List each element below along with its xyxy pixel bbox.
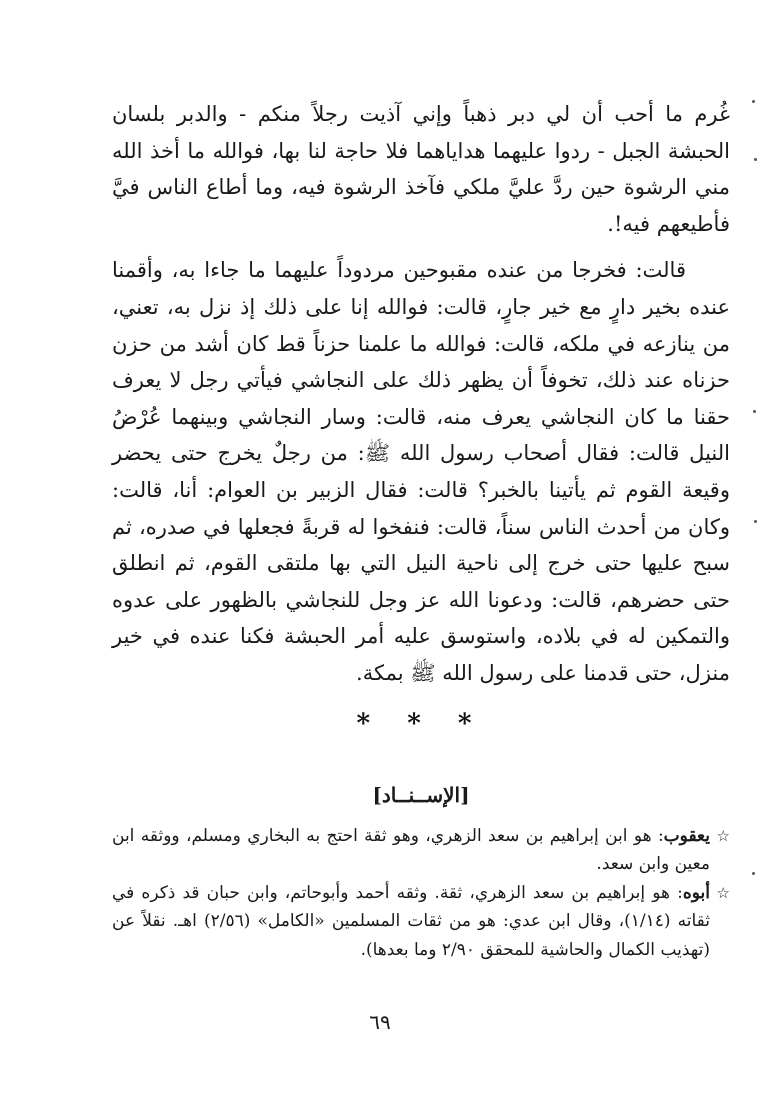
margin-dot: [754, 520, 757, 523]
section-separator: * * *: [356, 708, 486, 739]
margin-dot: [752, 100, 755, 103]
book-page: [112, 96, 730, 964]
isnad-notes: [112, 822, 730, 965]
note-text: : هو إبراهيم بن سعد الزهري، ثقة. وثقه أحمد وأبوحاتم، وابن حبان قد ذكره في ثقاته (١/١٤)، وقال ابن عدي: هو من ثقات المسلمين «الكامل» (٢/٥٦) اهـ. نقلاً عن (تهذيب الكمال والحاشية للمحقق ٢/٩٠ وما بعدها).: [112, 882, 711, 960]
main-text: [112, 96, 730, 692]
margin-dot: [753, 410, 756, 413]
margin-dot: [754, 158, 757, 161]
page-number: ٦٩: [369, 1010, 391, 1034]
isnad-title: [الإســنــاد]: [372, 782, 470, 807]
note-label: أبوه: [682, 882, 710, 903]
paragraph-1: غُرم ما أحب أن لي دبر ذهباً وإني آذيت رجلاً منكم - والدبر بلسان الحبشة الجبل - ردوا عليهما هداياهما فلا حاجة لنا بها، فوالله ما أخذ الله مني الرشوة حين ردَّ عليَّ ملكي فآخذ الرشوة فيه، وما أطاع الناس فيَّ فأطيعهم فيه!.: [112, 102, 730, 236]
note-text: : هو ابن إبراهيم بن سعد الزهري، وهو ثقة احتج به البخاري ومسلم، ووثقه ابن معين وابن سعد.: [112, 825, 710, 874]
star-icon: ☆: [716, 826, 730, 845]
star-icon: ☆: [716, 883, 730, 902]
note-item: [112, 879, 730, 965]
note-label: يعقوب: [663, 825, 710, 846]
note-item: [112, 822, 730, 879]
margin-dot: [752, 872, 755, 875]
paragraph-2: قالت: فخرجا من عنده مقبوحين مردوداً عليهما ما جاءا به، وأقمنا عنده بخير دارٍ مع خير جارٍ، قالت: فوالله إنا على ذلك إذ نزل به، تعني، من ينازعه في ملكه، قالت: فوالله ما علمنا حزناً قط كان أشد من حزن حزناه عند ذلك، تخوفاً أن يظهر ذلك على النجاشي فيأتي رجل لا يعرف حقنا ما كان النجاشي يعرف منه، قالت: وسار النجاشي وبينهما عُرْضُ النيل قالت: فقال أصحاب رسول الله ﷺ: من رجلٌ يخرج حتى يحضر وقيعة القوم ثم يأتينا بالخبر؟ قالت: فقال الزبير بن العوام: أنا، قالت: وكان من أحدث الناس سناً، قالت: فنفخوا له قربةً فجعلها في صدره، ثم سبح عليها حتى خرج إلى ناحية النيل التي بها ملتقى القوم، ثم انطلق حتى حضرهم، قالت: ودعونا الله عز وجل للنجاشي بالظهور على عدوه والتمكين له في بلاده، واستوسق عليه أمر الحبشة فكنا عنده في خير منزل، حتى قدمنا على رسول الله ﷺ بمكة.: [112, 258, 730, 685]
